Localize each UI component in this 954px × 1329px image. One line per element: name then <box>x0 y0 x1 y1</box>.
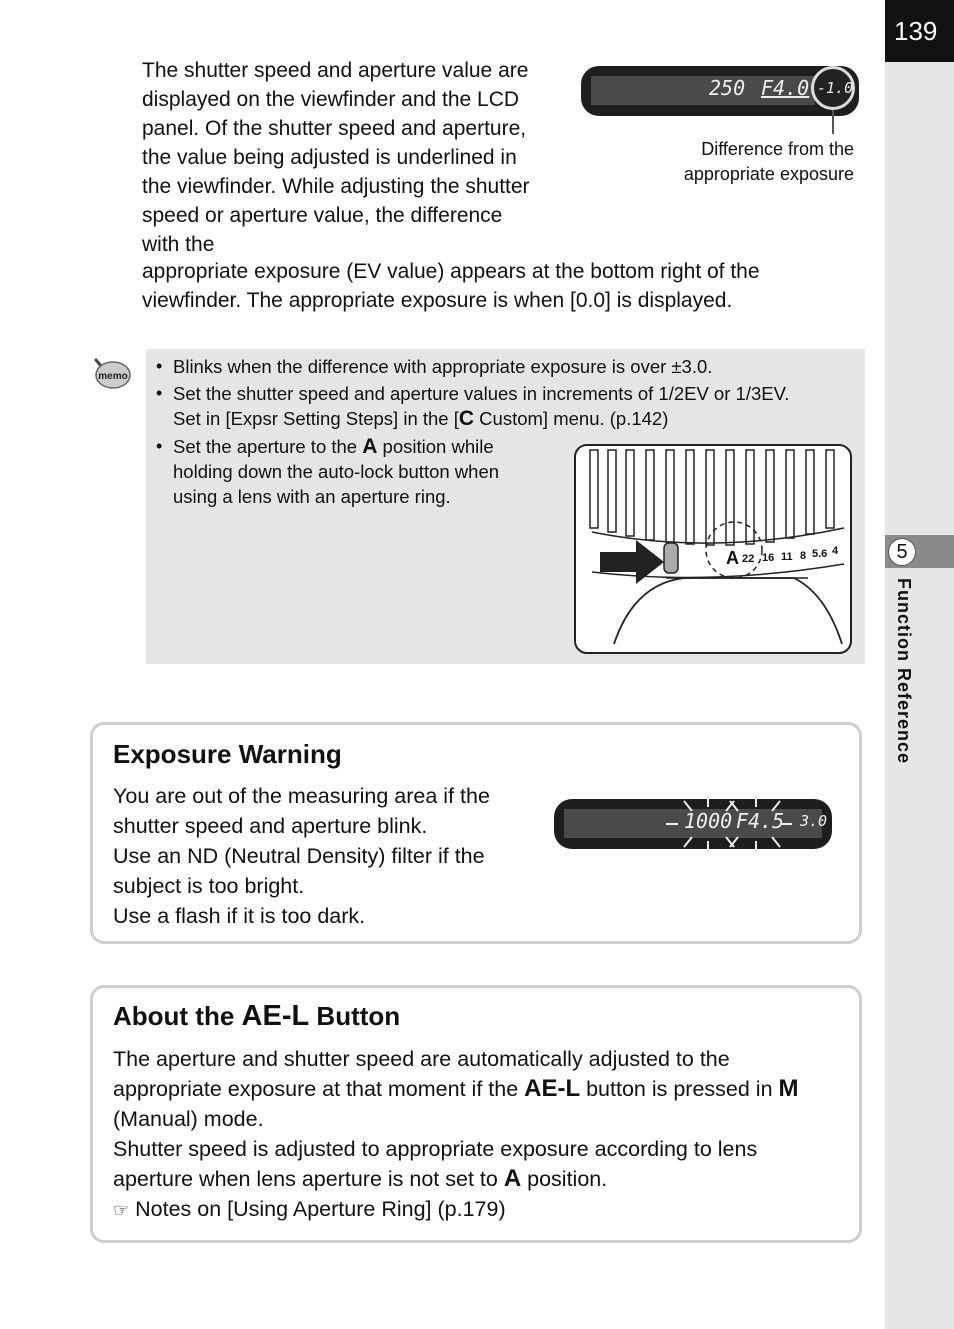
ael-button-section <box>90 985 862 1243</box>
exposure-difference-caption: Difference from the appropriate exposure <box>683 139 854 184</box>
exposure-warning-line-2: Use an ND (Neutral Density) filter if the subject is too bright. <box>113 844 485 898</box>
ael-p1-start: The aperture and shutter speed are automatically adjusted to the appropriate exposure at that moment if the <box>113 1047 730 1101</box>
ael-title-start: About the <box>113 1001 242 1031</box>
aperture-a-icon: A <box>503 1165 522 1192</box>
exposure-warning-line-1: You are out of the measuring area if the shutter speed and aperture blink. <box>113 784 490 838</box>
ael-title-icon: AE-L <box>241 1000 310 1032</box>
intro-paragraph: The shutter speed and aperture value are displayed on the viewfinder and the LCD panel. Of the shutter speed and aperture, the value being adjusted is underlined in the viewfinder. While adjusting the shutter speed or aperture value, the difference with the <box>142 59 530 256</box>
lens-scale-value: 22 <box>742 553 755 565</box>
memo-item-2-line1: Set the shutter speed and aperture values in increments of 1/2EV or 1/3EV. <box>173 383 790 404</box>
ael-p1-end: (Manual) mode. <box>113 1107 264 1131</box>
ael-button-icon: AE-L <box>524 1075 581 1102</box>
ael-paragraph-2 <box>113 1134 843 1194</box>
warning-aperture: F4.5 <box>736 809 785 833</box>
page-number: 139 <box>885 0 954 62</box>
ael-p1-middle: button is pressed in <box>580 1077 779 1101</box>
memo-item-3-start: Set the aperture to the <box>173 436 363 457</box>
lens-scale-value: 4 <box>832 545 839 557</box>
ael-reference-text: Notes on [Using Aperture Ring] (p.179) <box>135 1197 506 1221</box>
chapter-title: Function Reference <box>894 578 914 765</box>
lens-scale-value: 16 <box>762 552 775 564</box>
lens-scale-value: 8 <box>800 550 807 562</box>
ael-p2-end: position. <box>521 1167 608 1191</box>
warning-viewfinder-display <box>554 799 832 849</box>
memo-icon-label: memo <box>98 371 128 382</box>
aperture-a-icon: A <box>362 435 378 458</box>
lens-scale-value: 11 <box>781 551 793 563</box>
manual-mode-icon: M <box>778 1075 799 1102</box>
ael-section-title <box>113 1000 400 1033</box>
bullet-mark: • <box>156 383 163 403</box>
lens-scale-a-mark: A <box>726 548 739 568</box>
viewfinder-aperture: F4.0 <box>761 76 810 100</box>
ael-title-end: Button <box>309 1001 401 1031</box>
viewfinder-ev-difference: -1.0 <box>817 79 854 97</box>
custom-menu-icon: C <box>458 407 475 430</box>
reference-pointer-icon: ☞ <box>113 1200 130 1220</box>
ael-reference <box>113 1194 843 1225</box>
ael-paragraph-1 <box>113 1044 843 1134</box>
memo-item-2-line2-start: Set in [Expsr Setting Steps] in the [ <box>173 408 459 429</box>
memo-item-1: Blinks when the difference with appropriate exposure is over ±3.0. <box>173 356 713 377</box>
memo-icon <box>92 357 132 391</box>
bullet-mark: • <box>156 356 163 376</box>
chapter-number: 5 <box>888 538 916 566</box>
intro-paragraph-continued: appropriate exposure (EV value) appears at the bottom right of the viewfinder. The appropriate exposure is when [0.0] is displayed. <box>142 260 760 312</box>
memo-item-3-end: position while holding down the auto-lock button when using a lens with an aperture ring. <box>173 436 500 507</box>
viewfinder-shutter: 250 <box>709 76 746 100</box>
memo-item-3 <box>173 434 543 509</box>
viewfinder-display <box>581 66 859 116</box>
memo-item-2 <box>173 381 863 431</box>
bullet-mark: • <box>156 436 163 456</box>
ael-p2-start: Shutter speed is adjusted to appropriate exposure according to lens aperture when lens aperture is not set to <box>113 1137 758 1191</box>
lens-scale-value: 5.6 <box>812 548 828 560</box>
warning-shutter: 1000 <box>684 809 733 833</box>
memo-item-2-line2-end: Custom] menu. (p.142) <box>474 408 669 429</box>
exposure-warning-title: Exposure Warning <box>113 739 342 769</box>
exposure-warning-line-3: Use a flash if it is too dark. <box>113 904 366 928</box>
lens-aperture-ring-illustration <box>574 444 852 654</box>
caption-leader-line <box>832 110 834 134</box>
warning-ev: 3.0 <box>800 812 828 830</box>
